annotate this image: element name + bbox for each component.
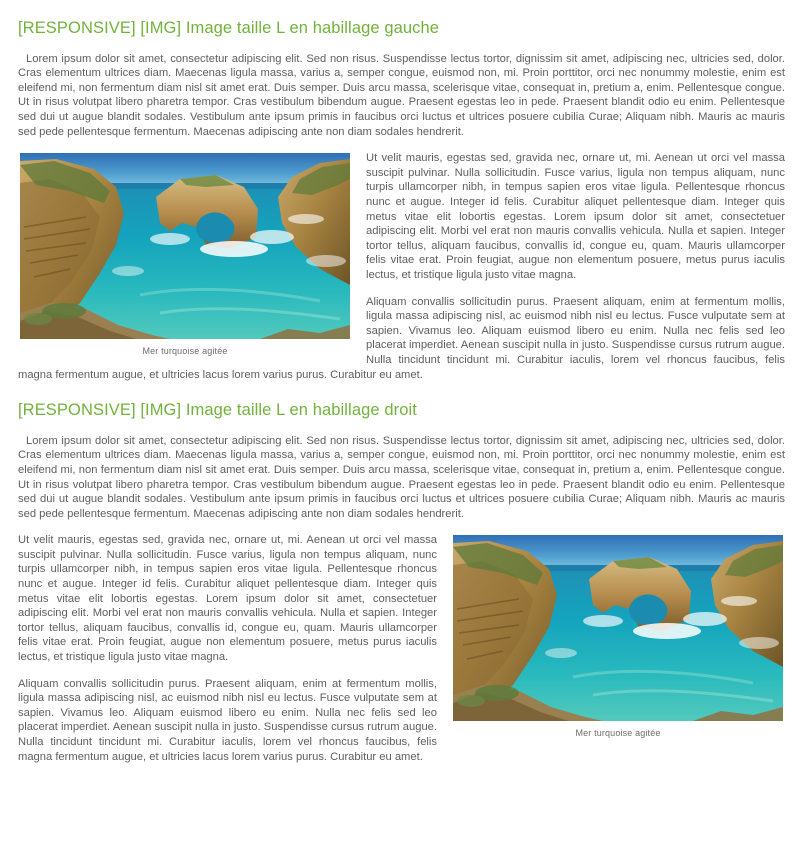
section-image-left (18, 18, 785, 382)
section-heading-right: [RESPONSIVE] [IMG] Image taille L en habillage droit (18, 401, 417, 420)
figure-caption-left: Mer turquoise agitée (142, 346, 228, 357)
paragraph-3-left: Aliquam convallis sollicitudin purus. Praesent aliquam, enim at fermentum mollis, ligula massa adipiscing nisl, ac euismod nibh nisl eu lectus. Fusce vulputate sem at sapien. Vivamus leo. Aliquam euismod libero eu enim. Nulla nec felis sed leo placerat imperdiet. Aenean suscipit nulla in justo. Suspendisse cursus rutrum augue. Nulla tincidunt tincidunt mi. Curabitur iaculis, lorem vel rhoncus faucibus, felis magna fermentum augue, et ultricies lacus lorem varius purus. Curabitur eu amet. (18, 295, 785, 381)
sea-photo-illustration (20, 153, 350, 339)
intro-paragraph-left: Lorem ipsum dolor sit amet, consectetur adipiscing elit. Sed non risus. Suspendisse lectus tortor, dignissim sit amet, adipiscing nec, ultricies sed, dolor. Cras elementum ultrices diam. Maecenas ligula massa, varius a, semper congue, euismod non, mi. Proin porttitor, orci nec nonummy molestie, enim est eleifend mi, non fermentum diam nisl sit amet erat. Duis semper. Duis arcu massa, scelerisque vitae, consequat in, pretium a, enim. Pellentesque congue. Ut in risus volutpat libero pharetra tempor. Cras vestibulum bibendum augue. Praesent egestas leo in pede. Praesent blandit odio eu enim. Pellentesque sed dui ut augue blandit sodales. Vestibulum ante ipsum primis in faucibus orci luctus et ultrices posuere cubilia Curae; Aliquam nibh. Mauris ac mauris sed pede pellentesque fermentum. Maecenas adipiscing ante non diam sodales hendrerit. (18, 52, 785, 138)
sea-photo-illustration (453, 535, 783, 721)
figure-caption-right: Mer turquoise agitée (575, 728, 661, 739)
section-image-right (18, 400, 785, 764)
section-heading-left: [RESPONSIVE] [IMG] Image taille L en habillage gauche (18, 19, 440, 37)
sea-photo-image[interactable] (453, 535, 783, 721)
paragraph-3-right: Aliquam convallis sollicitudin purus. Praesent aliquam, enim at fermentum mollis, ligula massa adipiscing nisl, ac euismod nibh nisl eu lectus. Fusce vulputate sem at sapien. Vivamus leo. Aliquam euismod libero eu enim. Nulla nec felis sed leo placerat imperdiet. Aenean suscipit nulla in justo. Suspendisse cursus rutrum augue. Nulla tincidunt tincidunt mi. Curabitur iaculis, lorem vel rhoncus faucibus, felis magna fermentum augue, et ultricies lacus lorem varius purus. Curabitur eu amet. (18, 677, 437, 763)
figure-right (453, 535, 783, 739)
paragraph-2-right: Ut velit mauris, egestas sed, gravida nec, ornare ut, mi. Aenean ut orci vel massa suscipit pulvinar. Nulla sollicitudin. Fusce varius, ligula non tempus aliquam, nunc turpis ullamcorper nibh, in tempus sapien eros vitae ligula. Pellentesque rhoncus nunc et augue. Integer id felis. Curabitur aliquet pellentesque diam. Integer quis metus vitae elit lobortis egestas. Lorem ipsum dolor sit amet, consectetuer adipiscing elit. Morbi vel erat non mauris convallis vehicula. Nulla et sapien. Integer tortor tellus, aliquam faucibus, convallis id, congue eu, quam. Mauris ullamcorper felis vitae erat. Proin feugiat, augue non elementum posuere, metus purus iaculis lectus, et tristique ligula justo vitae magna. (18, 534, 437, 664)
figure-left (20, 153, 350, 357)
sea-photo-image[interactable] (20, 153, 350, 339)
paragraph-2-left: Ut velit mauris, egestas sed, gravida nec, ornare ut, mi. Aenean ut orci vel massa suscipit pulvinar. Nulla sollicitudin. Fusce varius, ligula non tempus aliquam, nunc turpis ullamcorper nibh, in tempus sapien eros vitae ligula. Pellentesque rhoncus nunc et augue. Integer id felis. Curabitur aliquet pellentesque diam. Integer quis metus vitae elit lobortis egestas. Lorem ipsum dolor sit amet, consectetuer adipiscing elit. Morbi vel erat non mauris convallis vehicula. Nulla et sapien. Integer tortor tellus, aliquam faucibus, convallis id, congue eu, quam. Mauris ullamcorper felis vitae erat. Proin feugiat, augue non elementum posuere, metus purus iaculis lectus, et tristique ligula justo vitae magna. (366, 152, 785, 281)
intro-paragraph-right: Lorem ipsum dolor sit amet, consectetur adipiscing elit. Sed non risus. Suspendisse lectus tortor, dignissim sit amet, adipiscing nec, ultricies sed, dolor. Cras elementum ultrices diam. Maecenas ligula massa, varius a, semper congue, euismod non, mi. Proin porttitor, orci nec nonummy molestie, enim est eleifend mi, non fermentum diam nisl sit amet erat. Duis semper. Duis arcu massa, scelerisque vitae, consequat in, pretium a, enim. Pellentesque congue. Ut in risus volutpat libero pharetra tempor. Cras vestibulum bibendum augue. Praesent egestas leo in pede. Praesent blandit odio eu enim. Pellentesque sed dui ut augue blandit sodales. Vestibulum ante ipsum primis in faucibus orci luctus et ultrices posuere cubilia Curae; Aliquam nibh. Mauris ac mauris sed pede pellentesque fermentum. Maecenas adipiscing ante non diam sodales hendrerit. (18, 434, 785, 520)
